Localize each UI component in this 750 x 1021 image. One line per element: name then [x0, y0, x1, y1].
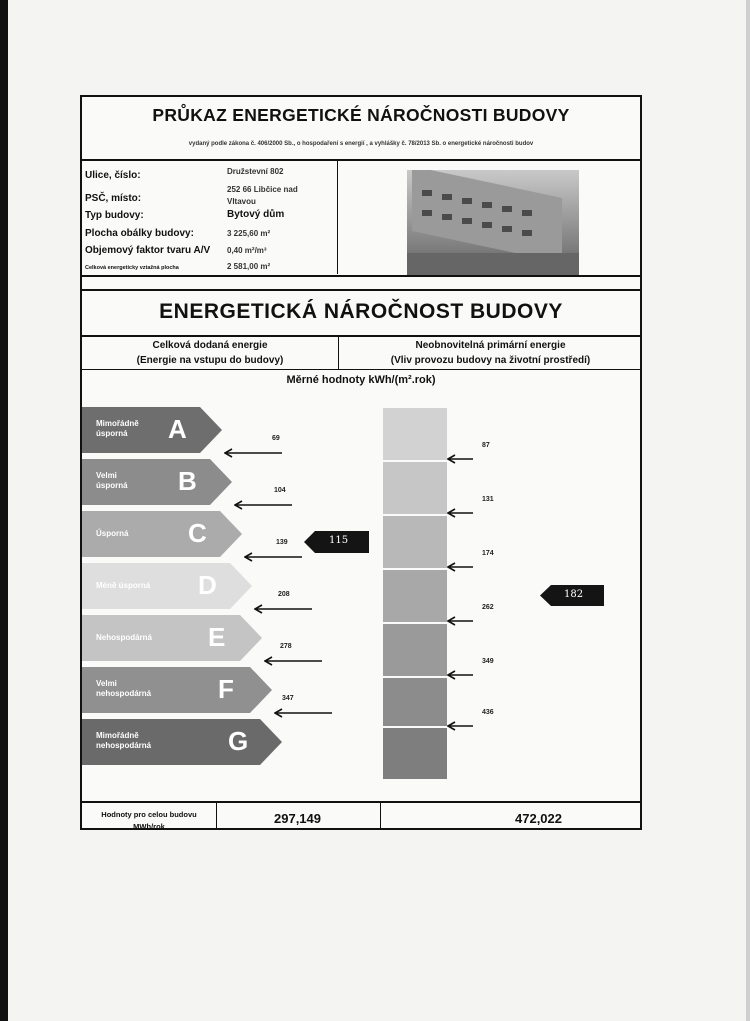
delivered-energy-marker-value: 115 — [329, 535, 349, 546]
delivered-energy-total: 297,149 — [274, 811, 321, 826]
energy-class-g — [82, 719, 284, 765]
threshold-arrow — [224, 448, 284, 458]
divider — [337, 160, 338, 274]
energy-class-c — [82, 511, 244, 557]
energy-class-e — [82, 615, 264, 661]
energy-class-label: Nehospodárná — [96, 633, 153, 642]
primary-energy-threshold: 87 — [482, 442, 490, 449]
energy-class-label: Mimořádně nehospodárná — [96, 731, 152, 750]
threshold-arrow — [447, 454, 475, 464]
energy-class-letter: E — [208, 622, 226, 652]
energy-class-letter: B — [178, 466, 197, 496]
psc-label: PSČ, místo: — [85, 193, 142, 204]
energy-class-b — [82, 459, 234, 505]
building-type-label: Typ budovy: — [85, 210, 144, 221]
energy-class-letter: F — [218, 674, 234, 704]
shape-factor-value: 0,40 m²/m³ — [227, 246, 267, 255]
primary-energy-subtitle: (Vliv provozu budovy na životní prostředí) — [390, 355, 591, 366]
whole-building-label — [85, 809, 213, 833]
delivered-energy-threshold: 104 — [274, 487, 286, 494]
primary-energy-marker-value: 182 — [564, 589, 584, 600]
threshold-arrow — [447, 616, 475, 626]
units-caption: Měrné hodnoty kWh/(m².rok) — [286, 374, 436, 386]
floor-area-value: 2 581,00 m² — [227, 262, 271, 271]
envelope-area-label: Plocha obálky budovy: — [85, 228, 194, 239]
primary-energy-threshold: 262 — [482, 604, 494, 611]
delivered-energy-threshold: 139 — [276, 539, 288, 546]
threshold-arrow — [447, 721, 475, 731]
section-title: ENERGETICKÁ NÁROČNOST BUDOVY — [159, 300, 563, 323]
delivered-energy-threshold: 69 — [272, 435, 280, 442]
certificate-subtitle: vydaný podle zákona č. 406/2000 Sb., o hospodaření s energií , a vyhlášky č. 78/2013 Sb. o energetické náročnosti budov — [188, 141, 534, 147]
energy-class-letter: G — [228, 726, 249, 756]
primary-energy-threshold: 131 — [482, 496, 494, 503]
whole-building-label-line1: Hodnoty pro celou budovu — [101, 810, 197, 819]
primary-energy-band — [383, 462, 447, 514]
street-value: Družstevní 802 — [227, 167, 284, 176]
energy-class-d — [82, 563, 254, 609]
delivered-energy-threshold: 208 — [278, 591, 290, 598]
energy-class-label: Velmi úsporná — [96, 471, 128, 490]
primary-energy-threshold: 349 — [482, 658, 494, 665]
building-type-value: Bytový dům — [227, 209, 285, 220]
primary-energy-title: Neobnovitelná primární energie — [415, 340, 566, 351]
delivered-energy-title: Celková dodaná energie — [152, 340, 268, 351]
energy-class-label: Úsporná — [96, 529, 129, 538]
threshold-arrow — [274, 708, 334, 718]
threshold-arrow — [447, 562, 475, 572]
divider — [380, 802, 381, 830]
psc-value-line2: Vltavou — [227, 197, 256, 206]
primary-energy-band — [383, 678, 447, 726]
divider — [82, 289, 640, 291]
primary-energy-band — [383, 728, 447, 779]
divider — [216, 802, 217, 830]
psc-value-line1: 252 66 Libčice nad — [227, 185, 298, 194]
primary-energy-heading — [339, 338, 642, 368]
divider — [82, 159, 640, 161]
whole-building-units: MWh/rok — [133, 822, 165, 831]
certificate-title: PRŮKAZ ENERGETICKÉ NÁROČNOSTI BUDOVY — [152, 105, 570, 125]
delivered-energy-threshold: 278 — [280, 643, 292, 650]
delivered-energy-subtitle: (Energie na vstupu do budovy) — [136, 355, 284, 366]
divider — [82, 369, 640, 370]
floor-area-label: Celková energeticky vztažná plocha — [85, 265, 179, 271]
energy-class-label: Velmi nehospodárná — [96, 679, 152, 698]
threshold-arrow — [234, 500, 294, 510]
divider — [82, 801, 640, 803]
delivered-energy-heading — [82, 338, 338, 368]
energy-class-letter: C — [188, 518, 207, 548]
threshold-arrow — [447, 508, 475, 518]
threshold-arrow — [264, 656, 324, 666]
threshold-arrow — [447, 670, 475, 680]
primary-energy-band — [383, 516, 447, 568]
energy-class-label: Mimořádně úsporná — [96, 419, 139, 438]
threshold-arrow — [254, 604, 314, 614]
building-photo — [407, 170, 579, 275]
delivered-energy-threshold: 347 — [282, 695, 294, 702]
primary-energy-threshold: 436 — [482, 709, 494, 716]
energy-class-letter: A — [168, 414, 187, 444]
primary-energy-threshold: 174 — [482, 550, 494, 557]
scan-right-edge — [746, 0, 750, 1021]
energy-certificate — [80, 95, 642, 830]
primary-energy-band — [383, 408, 447, 460]
divider — [82, 335, 640, 337]
divider — [82, 275, 640, 277]
street-label: Ulice, číslo: — [85, 170, 141, 181]
primary-energy-total: 472,022 — [515, 811, 562, 826]
envelope-area-value: 3 225,60 m² — [227, 229, 271, 238]
primary-energy-band — [383, 624, 447, 676]
energy-class-f — [82, 667, 274, 713]
energy-class-label: Méně úsporná — [96, 581, 151, 590]
scan-left-edge — [0, 0, 8, 1021]
threshold-arrow — [244, 552, 304, 562]
energy-class-letter: D — [198, 570, 217, 600]
primary-energy-band — [383, 570, 447, 622]
shape-factor-label: Objemový faktor tvaru A/V — [85, 245, 211, 256]
energy-class-a — [82, 407, 224, 453]
